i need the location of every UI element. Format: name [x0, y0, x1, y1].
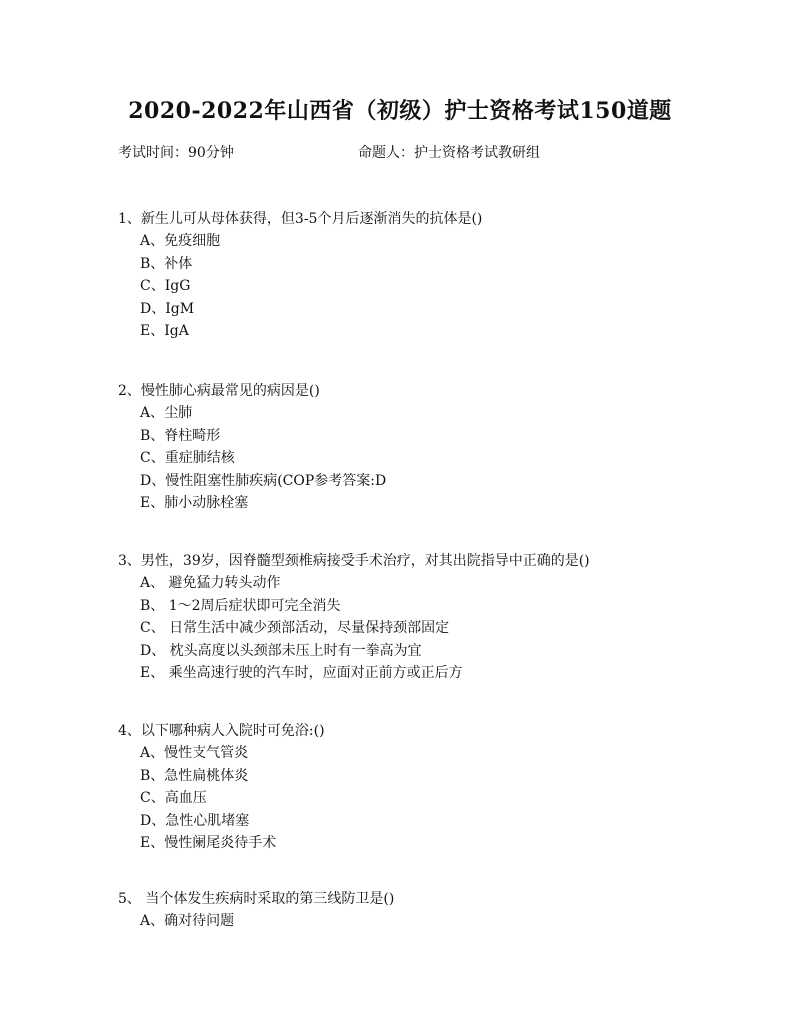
- question-stem: 5、 当个体发生疾病时采取的第三线防卫是(): [118, 891, 395, 907]
- option-b: B、 1～2周后症状即可完全消失: [140, 597, 341, 614]
- option-d: D、急性心肌堵塞: [140, 812, 250, 829]
- option-a: A、慢性支气管炎: [140, 745, 249, 761]
- option-d: D、 枕头高度以头颈部未压上时有一拳高为宜: [140, 642, 422, 659]
- option-b: B、补体: [140, 255, 193, 272]
- question-2: [118, 380, 738, 515]
- question-4: [118, 720, 738, 855]
- option-a: A、免疫细胞: [140, 233, 221, 249]
- question-stem: 4、以下哪种病人入院时可免浴:(): [118, 723, 325, 739]
- option-c: C、高血压: [140, 790, 207, 806]
- question-stem: 1、新生儿可从母体获得，但3-5个月后逐渐消失的抗体是(): [118, 211, 483, 227]
- exam-time: 考试时间：90分钟: [118, 145, 234, 161]
- question-stem: 2、慢性肺心病最常见的病因是(): [118, 383, 320, 399]
- option-c: C、 日常生活中减少颈部活动，尽量保持颈部固定: [140, 620, 450, 636]
- option-d: D、慢性阻塞性肺疾病(COP参考答案:D: [140, 472, 387, 489]
- question-3: [118, 550, 738, 685]
- option-e: E、IgA: [140, 323, 189, 339]
- option-e: E、慢性阑尾炎待手术: [140, 835, 277, 851]
- option-d: D、IgM: [140, 300, 195, 317]
- question-5: [118, 888, 738, 933]
- question-author: 命题人：护士资格考试教研组: [358, 145, 540, 161]
- option-b: B、急性扁桃体炎: [140, 767, 249, 784]
- option-e: E、 乘坐高速行驶的汽车时，应面对正前方或正后方: [140, 665, 463, 681]
- option-b: B、脊柱畸形: [140, 427, 221, 444]
- question-1: [118, 208, 738, 343]
- question-stem: 3、男性，39岁，因脊髓型颈椎病接受手术治疗，对其出院指导中正确的是(): [118, 553, 590, 569]
- option-a: A、确对待问题: [140, 913, 235, 929]
- option-e: E、肺小动脉栓塞: [140, 495, 249, 511]
- document-title: 2020-2022年山西省（初级）护士资格考试150道题: [128, 98, 672, 124]
- option-a: A、 避免猛力转头动作: [140, 575, 281, 591]
- option-c: C、IgG: [140, 278, 191, 294]
- option-a: A、尘肺: [140, 405, 193, 421]
- option-c: C、重症肺结核: [140, 450, 235, 466]
